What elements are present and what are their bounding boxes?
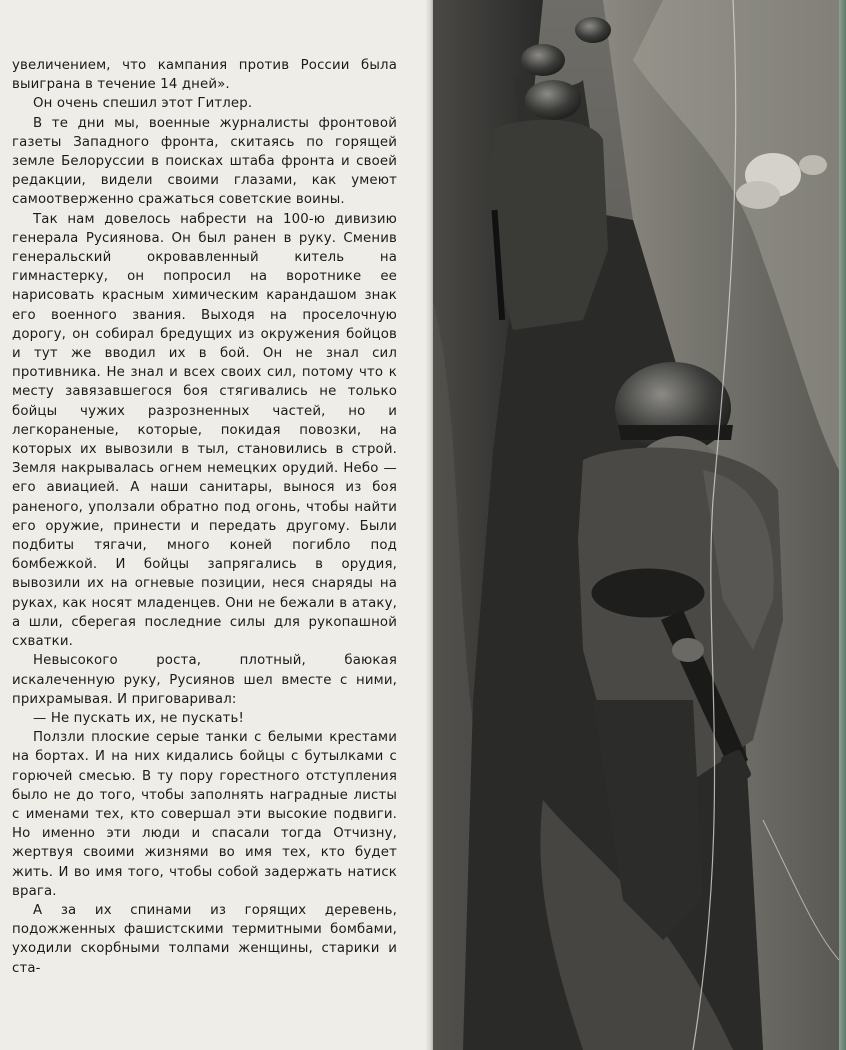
paragraph-4: Так нам довелось набрести на 100-ю дивизию генерала Русиянова. Он был ранен в руку. Сменив генеральский окровавленный китель на гимнастерку, он попросил на воротнике ее нарисовать красным химическим карандашом знак его военного звания. Выходя на проселочную дорогу, он собирал бредущих из окружения бойцов и тут же вводил их в бой. Он не знал сил противника. Не знал и всех своих сил, потому что к месту завязавшегося боя стягивались не только бойцы чужих разрозненных частей, но и легкораненые, которые, покидая повозки, на которых их вывозили в тыл, становились в строй. Земля накрывалась огнем немецких орудий. Небо — его авиацией. А наши санитары, вынося из боя раненого, уползали обратно под огонь, чтобы найти его оружие, принести и передать другому. Были подбиты тягачи, много коней погибло под бомбежкой. И бойцы запрягались в орудия, вывозили их на огневые позиции, неся снаряды на руках, как носят младенцев. Они не бежали в атаку, а шли, сберегая последние силы для рукопашной схватки. [12, 211, 397, 650]
soldier-middle-body [488, 120, 608, 330]
paragraph-8: А за их спинами из горящих деревень, подожженных фашистскими термитными бомбами, уходили скорбными толпами женщины, старики и ста- [12, 902, 397, 976]
soldier-far-helmet [521, 44, 565, 76]
paragraph-2: Он очень спешил этот Гитлер. [33, 96, 253, 112]
paragraph-7: Ползли плоские серые танки с белыми крестами на бортах. И на них кидались бойцы с бутылками с горючей смесью. В ту пору горестного отступления было не до того, чтобы заполнять наградные листы с именами тех, кто совершал эти высокие подвиги. Но именно эти люди и спасали тогда Отчизну, жертвуя своими жизнями во имя тех, кто будет жить. И во имя того, чтобы собой задержать натиск врага. [12, 730, 397, 899]
paragraph-1: увеличением, что кампания против России была выиграна в течение 14 дней». [12, 58, 397, 93]
paragraph-6-quote: — Не пускать их, не пускать! [33, 710, 245, 726]
article-text-column [12, 56, 397, 978]
soldier-middle-helmet [525, 80, 581, 120]
paragraph-3: В те дни мы, военные журналисты фронтовой газеты Западного фронта, скитаясь по горящей земле Белоруссии в поисках штаба фронта и своей редакции, видели своими глазами, как умеют самоотверженно сражаться советские воины. [12, 115, 397, 208]
rock [736, 181, 780, 209]
smg-drum-magazine [590, 567, 706, 619]
page-edge [839, 0, 846, 1050]
soldier-far-helmet [575, 17, 611, 43]
rock [799, 155, 827, 175]
trench-photo-illustration [433, 0, 839, 1050]
paragraph-5: Невысокого роста, плотный, баюкая искалеченную руку, Русиянов шел вместе с ними, прихрамывая. И приговаривал: [12, 653, 397, 707]
war-photograph [433, 0, 839, 1050]
soldier-hand [672, 638, 704, 662]
